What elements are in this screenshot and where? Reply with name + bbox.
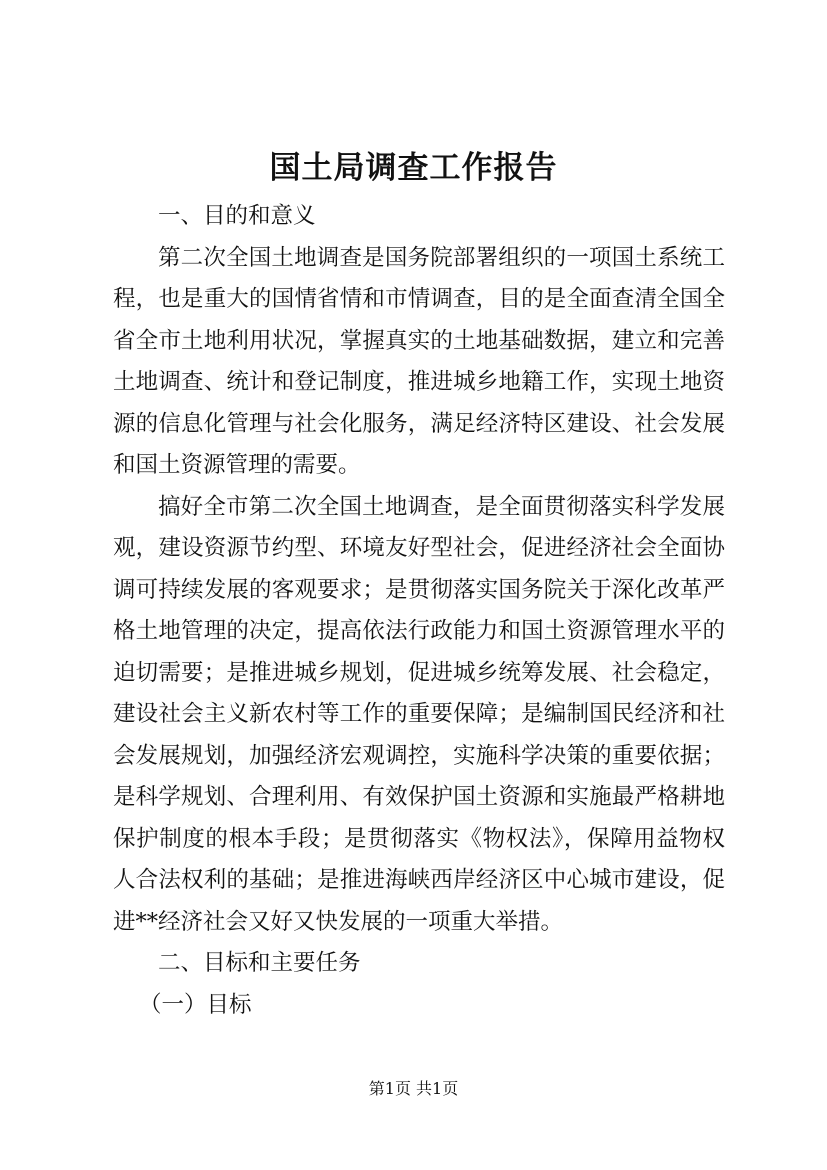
page-footer bbox=[0, 1078, 827, 1100]
document-title: 国土局调查工作报告 bbox=[269, 150, 558, 186]
paragraph-survey-significance: 搞好全市第二次全国土地调查，是全面贯彻落实科学发展观，建设资源节约型、环境友好型社会，促进经济社会全面协调可持续发展的客观要求；是贯彻落实国务院关于深化改革严格土地管理的决定，提高依法行政能力和国土资源管理水平的迫切需要；是推进城乡规划，促进城乡统筹发展、社会稳定，建设社会主义新农村等工作的重要保障；是编制国民经济和社会发展规划，加强经济宏观调控，实施科学决策的重要依据；是科学规划、合理利用、有效保护国土资源和实施最严格耕地保护制度的根本手段；是贯彻落实《物权法》，保障用益物权人合法权利的基础；是推进海峡西岸经济区中心城市建设，促进**经济社会又好又快发展的一项重大举措。 bbox=[113, 493, 725, 935]
subsection-heading-goals: （一）目标 bbox=[139, 991, 252, 1018]
section-heading-goals-tasks: 二、目标和主要任务 bbox=[158, 950, 361, 976]
section-heading-purpose: 一、目的和意义 bbox=[158, 203, 316, 229]
document-body bbox=[113, 196, 725, 1026]
paragraph-survey-purpose: 第二次全国土地调查是国务院部署组织的一项国土系统工程，也是重大的国情省情和市情调查，目的是全面查清全国全省全市土地利用状况，掌握真实的土地基础数据，建立和完善土地调查、统计和登记制度，推进城乡地籍工作，实现土地资源的信息化管理与社会化服务，满足经济特区建设、社会发展和国土资源管理的需要。 bbox=[113, 244, 725, 478]
page-number-indicator: 第1页 共1页 bbox=[368, 1079, 459, 1098]
